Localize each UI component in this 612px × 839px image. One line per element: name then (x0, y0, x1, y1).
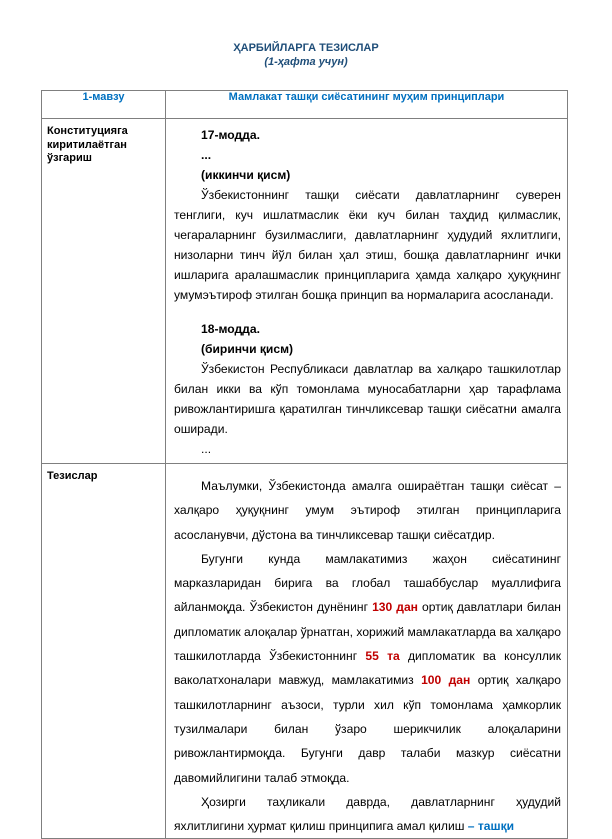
theses-content (166, 464, 568, 839)
table-row (42, 119, 568, 464)
highlight-number: 55 та (365, 649, 400, 664)
table-row (42, 464, 568, 839)
article-17-text: Ўзбекистоннинг ташқи сиёсати давлатларнинг суверен тенглиги, куч ишлатмаслик ёки куч билан таҳдид қилмаслик, чегараларнинг бузилмаслиги, давлатларнинг ҳудудий яхлитлиги, низоларни тинч йўл билан ҳал этиш, бошқа давлатларнинг ички ишларига аралашмаслик принципларига ҳамда халқаро ҳуқуқнинг умумэътироф этилган бошқа принцип ва нормаларига асосланади. (174, 188, 561, 302)
highlight-text: – ташқи (467, 819, 515, 834)
thesis-paragraph: Бугунги кунда мамлакатимиз жаҳон сиёсатининг марказларидан бирига ва глобал ташаббуслар муаллифига айланмоқда. Ўзбекистон дунёнинг 130 дан ортиқ давлатлари билан дипломатик алоқалар ўрнатган, хорижий мамлакатларда ва халқаро ташкилотларда Ўзбекистоннинг 55 та дипломатик ва консуллик ваколатхоналари мавжуд, мамлакатимиз 100 дан ортиқ халқаро ташкилотларнинг аъзоси, турли хил кўп томонлама ҳамкорлик тузилмалари билан ўзаро шерикчилик алоқаларини ривожлантирмоқда. Бугунги давр талаби мазкур сиёсатни давомийлигини талаб этмоқда. (174, 551, 562, 785)
topic-label: 1-мавзу (42, 91, 166, 119)
row-label-amendment: Конституцияга киритилаётган ўзгариш (42, 119, 166, 464)
article-17-title: 17-модда. (201, 128, 260, 142)
theses-table (41, 90, 568, 839)
highlight-number: 130 дан (372, 600, 418, 615)
document-subtitle: (1-ҳафта учун) (264, 56, 348, 68)
amendment-content (166, 119, 568, 464)
thesis-paragraph: Маълумки, Ўзбекистонда амалга ошираётган ташқи сиёсат – халқаро ҳуқуқнинг умум эътироф этилган принципларига асосланувчи, дўстона ва тинчликсевар ташқи сиёсатдир. (174, 479, 561, 542)
ellipsis: ... (201, 442, 212, 456)
article-17-part: (иккинчи қисм) (201, 168, 291, 182)
document-title: ҲАРБИЙЛАРГА ТЕЗИСЛАР (233, 42, 379, 54)
row-label-theses: Тезислар (42, 464, 166, 839)
thesis-paragraph: Ҳозирги таҳликали даврда, давлатларнинг ҳудудий яхлитлигини ҳурмат қилиш принципига амал қилиш – ташқи (174, 794, 561, 834)
article-18-part: (биринчи қисм) (201, 342, 294, 356)
topic-title: Мамлакат ташқи сиёсатининг муҳим принциплари (166, 91, 568, 119)
article-18-title: 18-модда. (201, 322, 260, 336)
table-header-row (42, 91, 568, 119)
article-18-text: Ўзбекистон Республикаси давлатлар ва халқаро ташкилотлар билан икки ва кўп томонлама муносабатларни ҳар тарафлама ривожлантиришга қаратилган тинчликсевар ташқи сиёсатни амалга оширади. (174, 362, 561, 436)
highlight-number: 100 дан (421, 673, 471, 688)
ellipsis: ... (201, 148, 212, 162)
